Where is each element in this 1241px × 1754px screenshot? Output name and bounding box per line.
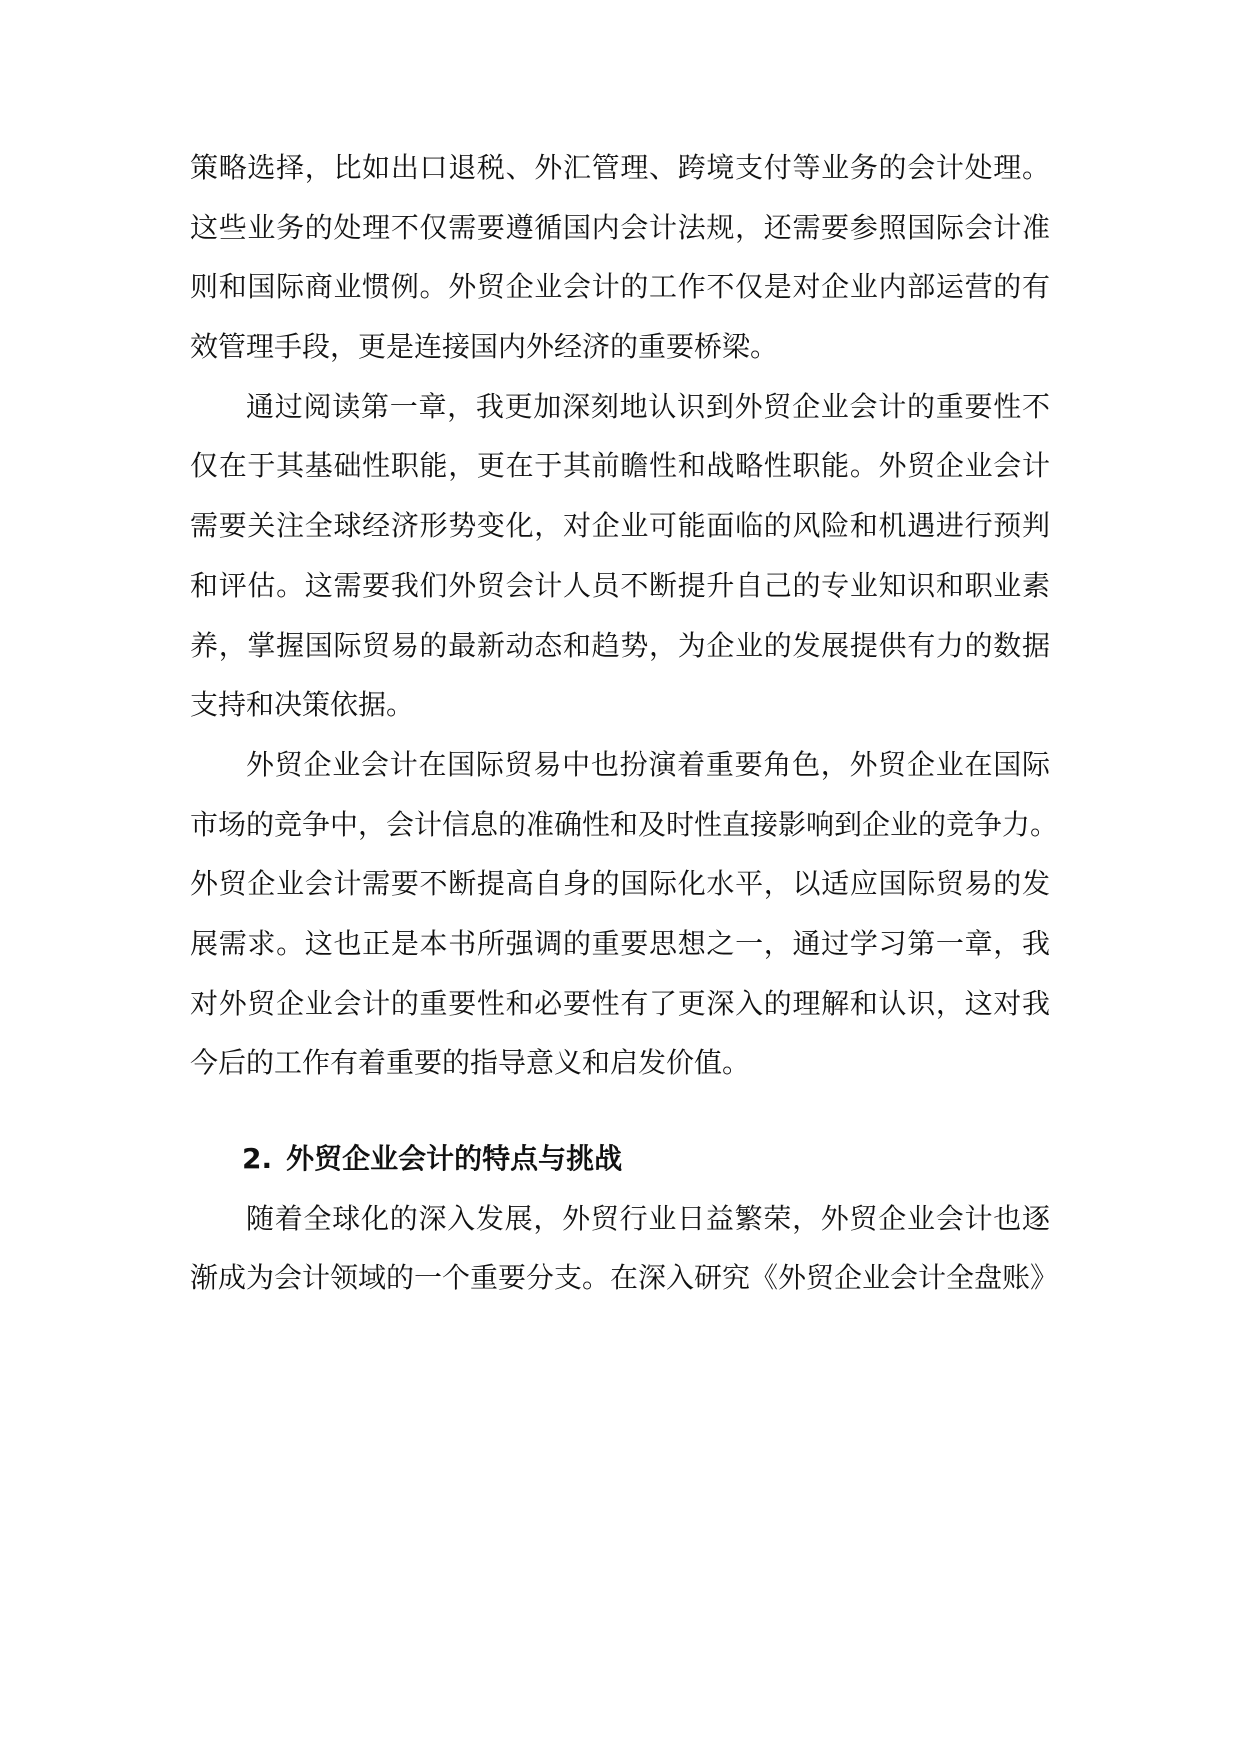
text-line: 通过阅读第一章，我更加深刻地认识到外贸企业会计的重要性不: [246, 389, 1050, 423]
text-line: 和评估。这需要我们外贸会计人员不断提升自己的专业知识和职业素: [190, 568, 1050, 602]
document-body: [190, 138, 1059, 1308]
text-line: 这些业务的处理不仅需要遵循国内会计法规，还需要参照国际会计准: [190, 210, 1050, 244]
text-line: 市场的竞争中，会计信息的准确性和及时性直接影响到企业的竞争力。: [190, 807, 1059, 841]
section-title: 外贸企业会计的特点与挑战: [286, 1142, 623, 1175]
text-line: 需要关注全球经济形势变化，对企业可能面临的风险和机遇进行预判: [190, 509, 1050, 543]
text-line: 渐成为会计领域的一个重要分支。在深入研究《外贸企业会计全盘账》: [190, 1261, 1059, 1295]
text-line: 对外贸企业会计的重要性和必要性有了更深入的理解和认识，这对我: [190, 986, 1050, 1020]
text-line: 今后的工作有着重要的指导意义和启发价值。: [190, 1046, 751, 1080]
paragraph: [190, 735, 1059, 1093]
text-line: 养，掌握国际贸易的最新动态和趋势，为企业的发展提供有力的数据: [190, 628, 1050, 662]
text-line: 随着全球化的深入发展，外贸行业日益繁荣，外贸企业会计也逐: [246, 1201, 1050, 1235]
paragraph: [190, 377, 1050, 735]
section-number: 2.: [242, 1142, 273, 1175]
text-line: 策略选择，比如出口退税、外汇管理、跨境支付等业务的会计处理。: [190, 151, 1050, 184]
paragraph: [190, 1189, 1059, 1308]
text-line: 外贸企业会计需要不断提高自身的国际化水平，以适应国际贸易的发: [190, 867, 1050, 901]
paragraph: [190, 138, 1050, 377]
text-line: 支持和决策依据。: [190, 688, 415, 722]
text-line: 仅在于其基础性职能，更在于其前瞻性和战略性职能。外贸企业会计: [190, 449, 1050, 483]
text-line: 展需求。这也正是本书所强调的重要思想之一，通过学习第一章，我: [190, 926, 1050, 960]
section-heading: [190, 1129, 1050, 1189]
text-line: 外贸企业会计在国际贸易中也扮演着重要角色，外贸企业在国际: [246, 747, 1050, 781]
text-line: 效管理手段，更是连接国内外经济的重要桥梁。: [190, 330, 779, 364]
text-line: 则和国际商业惯例。外贸企业会计的工作不仅是对企业内部运营的有: [190, 270, 1050, 304]
